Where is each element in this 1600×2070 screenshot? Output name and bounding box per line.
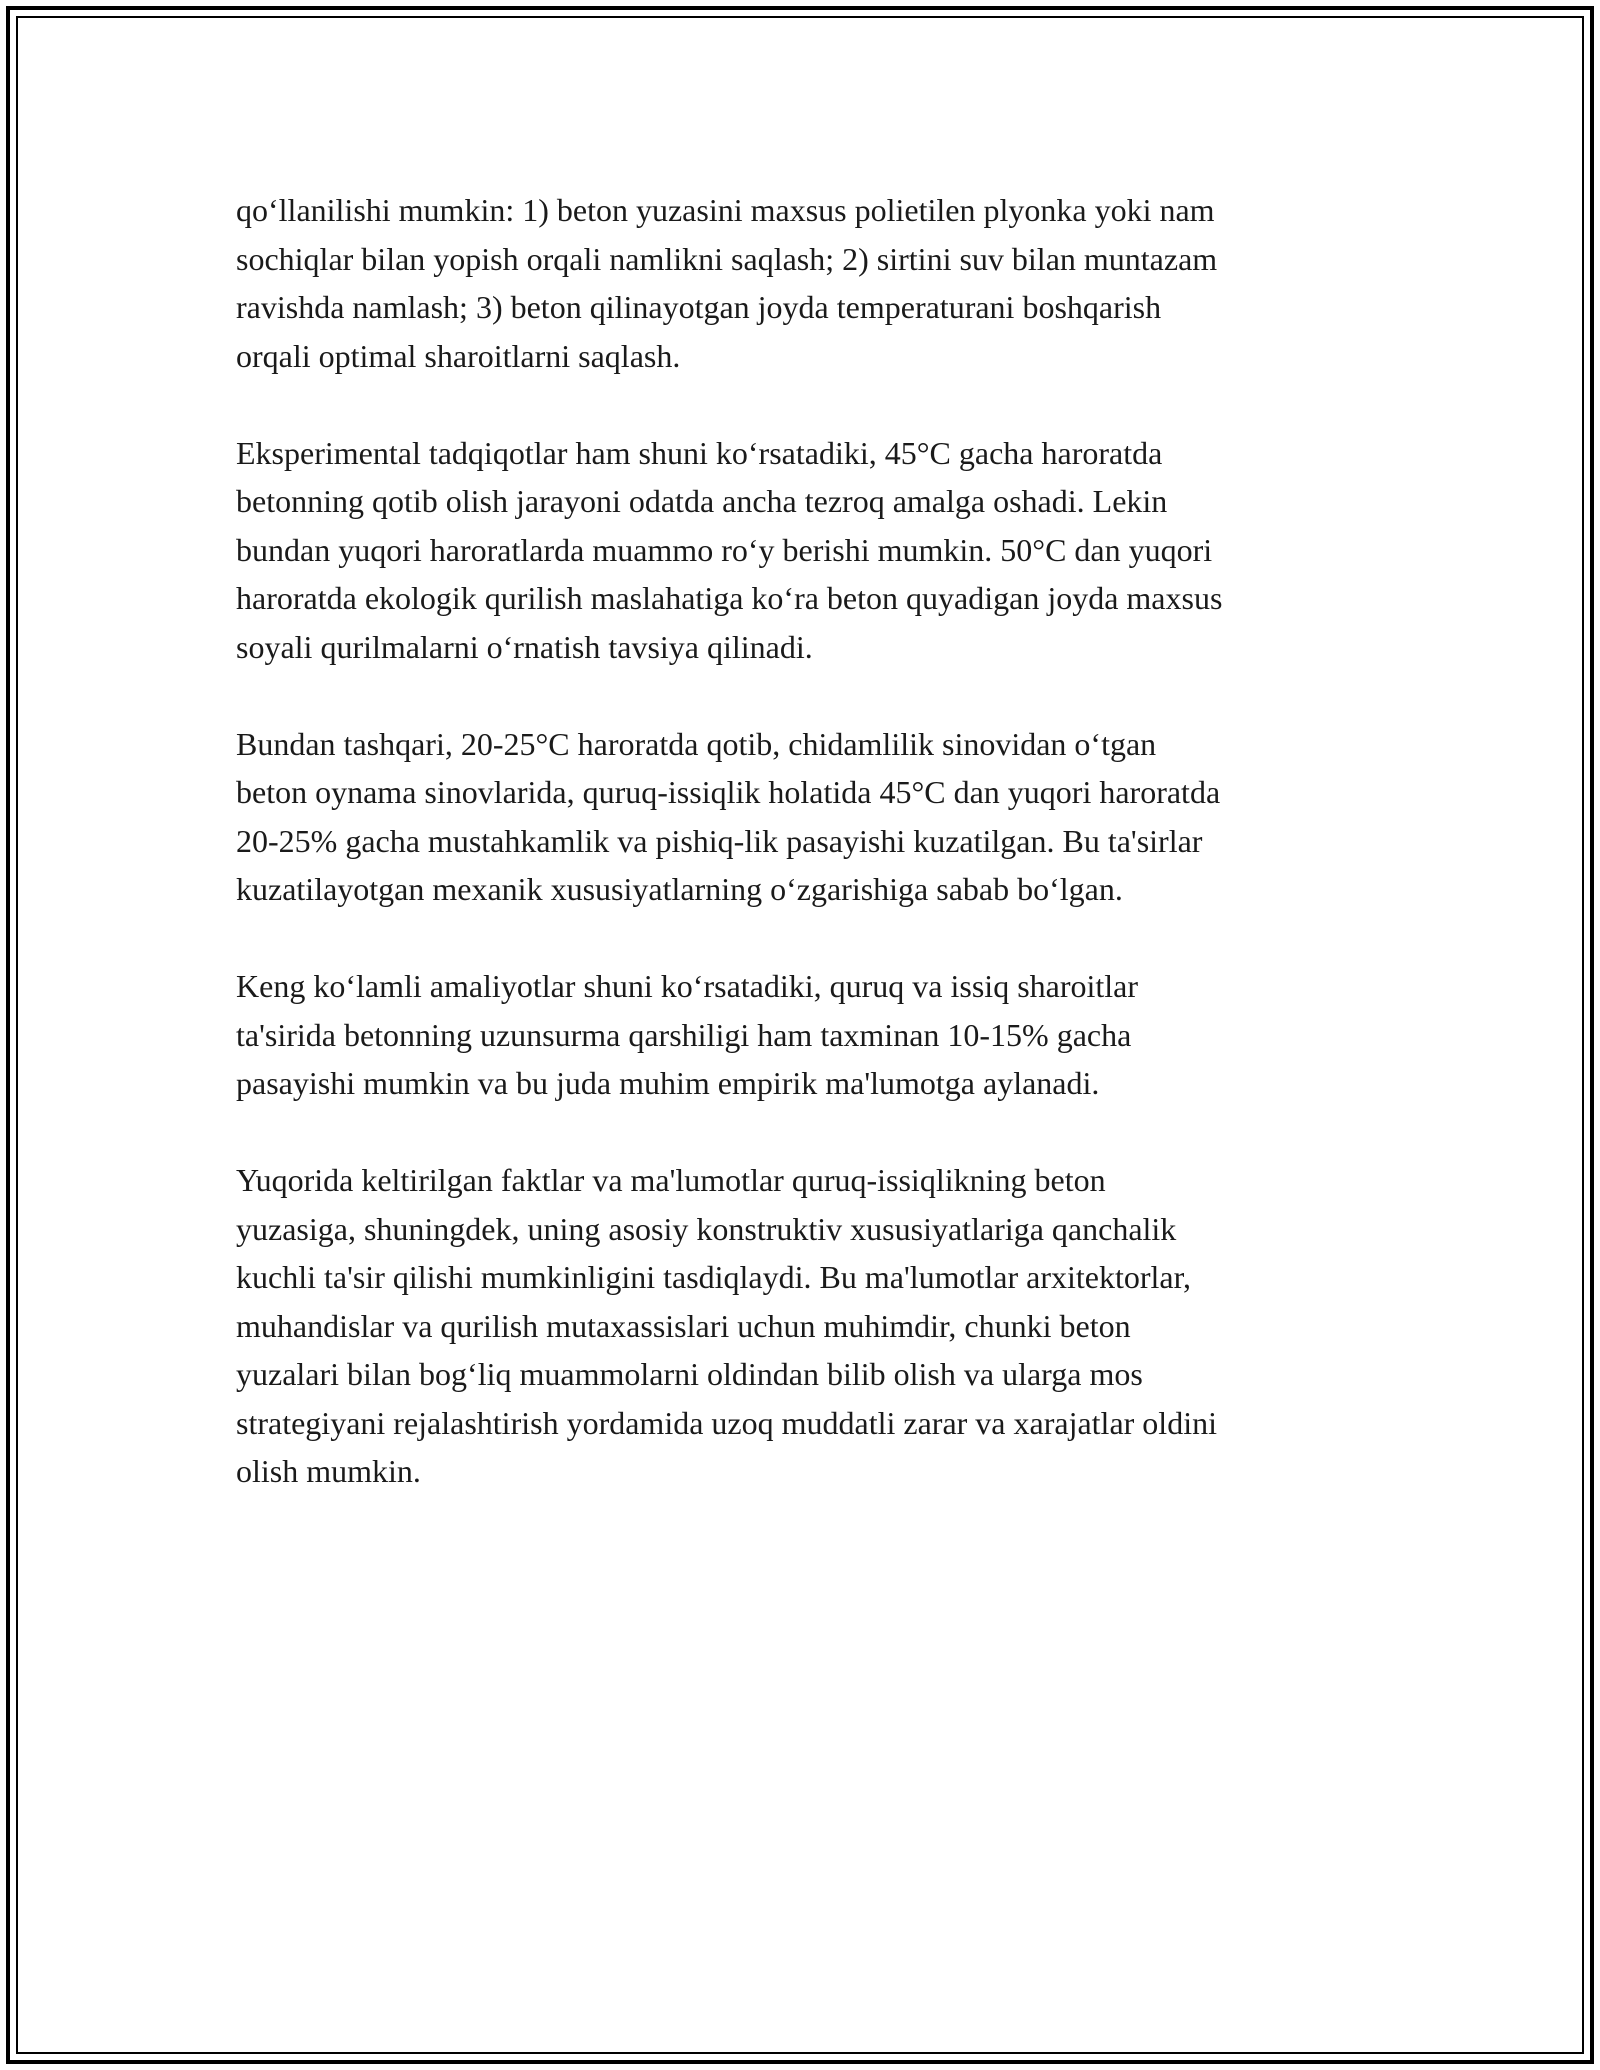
paragraph-strength-reduction: Bundan tashqari, 20-25°C haroratda qotib, chidamlilik sinovidan o‘tgan beton oynama sinovlarida, quruq-issiqlik holatida 45°C dan yuqori haroratda 20-25% gacha mustahkamlik va pishiq-lik pasayishi kuzatilgan. Bu ta'sirlar kuzatilayotgan mexanik xususiyatlarning o‘zgarishiga sabab bo‘lgan. [236, 725, 1221, 907]
paragraph-conclusion: Yuqorida keltirilgan faktlar va ma'lumotlar quruq-issiqlikning beton yuzasiga, shuningdek, uning asosiy konstruktiv xususiyatlariga qanchalik kuchli ta'sir qilishi mumkinligini tasdiqlaydi. Bu ma'lumotlar arxitektorlar, muhandislar va qurilish mutaxassislari uchun muhimdir, chunki beton yuzalari bilan bog‘liq muammolarni oldindan bilib olish va ularga mos strategiyani rejalashtirish yordamida uzoq muddatli zarar va xarajatlar oldini olish mumkin. [236, 1162, 1217, 1489]
paragraph-experimental-research: Eksperimental tadqiqotlar ham shuni ko‘rsatadiki, 45°C gacha haroratda betonning qotib olish jarayoni odatda ancha tezroq amalga oshadi. Lekin bundan yuqori haroratlarda muammo ro‘y berishi mumkin. 50°C dan yuqori haroratda ekologik qurilish maslahatiga ko‘ra beton quyadigan joyda maxsus soyali qurilmalarni o‘rnatish tavsiya qilinadi. [236, 434, 1223, 665]
document-body [236, 186, 1386, 1544]
paragraph-practice-findings: Keng ko‘lamli amaliyotlar shuni ko‘rsatadiki, quruq va issiq sharoitlar ta'sirida betonning uzunsurma qarshiligi ham taxminan 10-15% gacha pasayishi mumkin va bu juda muhim empirik ma'lumotga aylanadi. [236, 968, 1139, 1101]
paragraph-care-methods: qo‘llanilishi mumkin: 1) beton yuzasini maxsus polietilen plyonka yoki nam sochiqlar bilan yopish orqali namlikni saqlash; 2) sirtini suv bilan muntazam ravishda namlash; 3) beton qilinayotgan joyda temperaturani boshqarish orqali optimal sharoitlarni saqlash. [236, 192, 1218, 374]
